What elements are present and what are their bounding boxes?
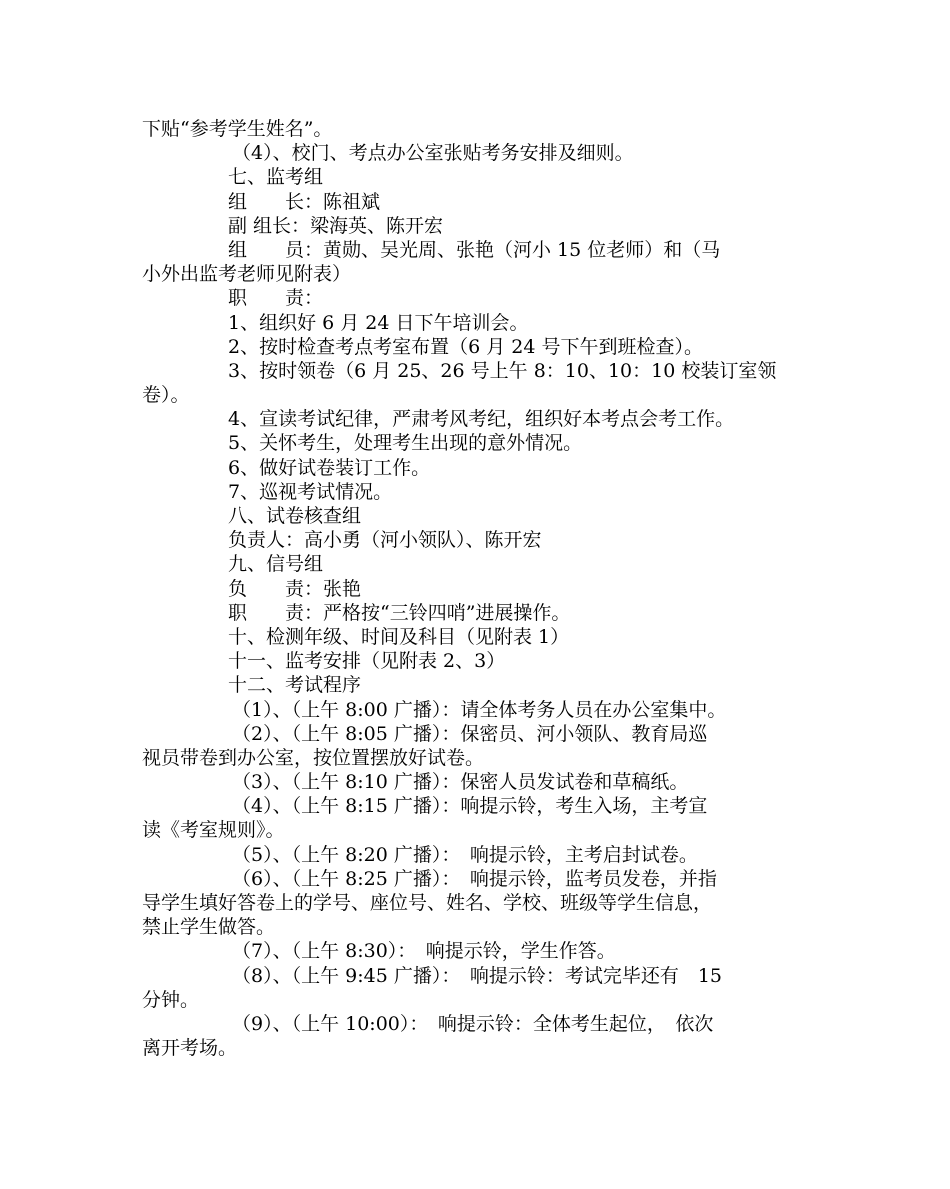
- list-item: （9）、（上午 10:00）： 响提示铃：全体考生起位， 依次: [232, 1012, 714, 1035]
- text-line: 负责人：高小勇（河小领队）、陈开宏: [228, 529, 542, 552]
- list-item: （4）、（上午 8:15 广播）：响提示铃，考生入场，主考宣: [232, 795, 708, 818]
- text-line: 职 责：严格按“三铃四哨”进展操作。: [228, 601, 571, 624]
- section-heading: 十、检测年级、时间及科目（见附表 1）: [228, 625, 570, 648]
- list-item: 4、宣读考试纪律，严肃考风考纪，组织好本考点会考工作。: [228, 408, 735, 431]
- text-line: 视员带卷到办公室，按位置摆放好试卷。: [142, 746, 485, 769]
- list-item: （2）、（上午 8:05 广播）：保密员、河小领队、教育局巡: [232, 722, 708, 745]
- list-item: （6）、（上午 8:25 广播）： 响提示铃，监考员发卷，并指: [232, 867, 717, 890]
- text-line: 分钟。: [142, 988, 200, 1011]
- list-item: （7）、（上午 8:30）： 响提示铃，学生作答。: [232, 940, 616, 963]
- list-item: （8）、（上午 9:45 广播）： 响提示铃：考试完毕还有 15: [232, 964, 723, 987]
- section-heading: 七、监考组: [228, 166, 324, 189]
- text-line: 导学生填好答卷上的学号、座位号、姓名、学校、班级等学生信息，: [142, 892, 713, 914]
- section-heading: 十一、监考安排（见附表 2、3）: [228, 650, 506, 673]
- list-item: 7、巡视考试情况。: [228, 480, 393, 503]
- list-item: 3、按时领卷（6 月 25、26 号上午 8：10、10：10 校装订室领: [228, 359, 777, 382]
- text-line: 副 组长：梁海英、陈开宏: [228, 214, 444, 237]
- text-line: 小外出监考老师见附表）: [142, 263, 352, 286]
- text-line: （4）、校门、考点办公室张贴考务安排及细则。: [232, 142, 634, 165]
- text-line: 组 长：陈祖斌: [228, 190, 381, 213]
- section-heading: 八、试卷核查组: [228, 505, 362, 527]
- section-heading: 十二、考试程序: [228, 674, 362, 697]
- list-item: （3）、（上午 8:10 广播）：保密人员发试卷和草稿纸。: [232, 771, 689, 794]
- text-line: 负 责：张艳: [228, 577, 362, 600]
- list-item: 5、关怀考生，处理考生出现的意外情况。: [228, 432, 583, 455]
- document-body: [142, 117, 814, 1060]
- text-line: 禁止学生做答。: [142, 916, 276, 939]
- text-line: 读《考室规则》。: [142, 819, 285, 842]
- text-line: 职 责：: [228, 287, 324, 310]
- text-line: 离开考场。: [142, 1037, 238, 1060]
- list-item: 2、按时检查考点考室布置（6 月 24 号下午到班检查）。: [228, 335, 703, 358]
- text-line: 下贴“参考学生姓名”。: [142, 118, 333, 140]
- list-item: 6、做好试卷装订工作。: [228, 456, 431, 479]
- list-item: （5）、（上午 8:20 广播）： 响提示铃，主考启封试卷。: [232, 843, 698, 866]
- list-item: 1、组织好 6 月 24 日下午培训会。: [228, 311, 529, 334]
- section-heading: 九、信号组: [228, 553, 324, 576]
- text-line: 卷）。: [142, 384, 190, 407]
- list-item: （1）、（上午 8:00 广播）：请全体考务人员在办公室集中。: [232, 698, 727, 721]
- text-line: 组 员：黄勋、吴光周、张艳（河小 15 位老师）和（马: [228, 238, 721, 261]
